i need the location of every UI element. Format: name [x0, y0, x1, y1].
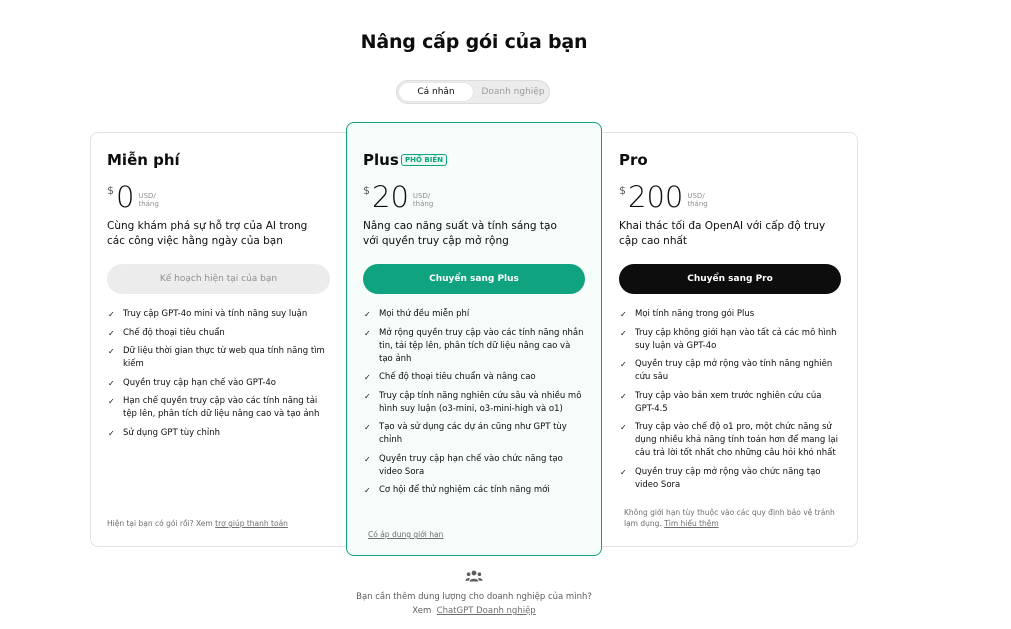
price-unit: USD/ tháng	[138, 192, 159, 208]
checkmark-icon: ✓	[364, 454, 371, 464]
feature-list	[619, 308, 841, 497]
feature-item: ✓ Tạo và sử dụng các dự án cũng như GPT tùy chỉnh	[364, 422, 567, 445]
plan-type-toggle	[396, 80, 550, 104]
tab-personal[interactable]: Cá nhân	[399, 83, 473, 101]
feature-item: ✓ Quyền truy cập hạn chế vào chức năng tạo video Sora	[364, 453, 563, 477]
feature-item: ✓ Mở rộng quyền truy cập vào các tính năng nhắn tin, tải tệp lên, phân tích dữ liệu nâng cao và tạo ảnh	[364, 327, 584, 364]
checkmark-icon: ✓	[108, 347, 115, 356]
checkmark-icon: ✓	[620, 467, 627, 477]
feature-item: ✓ Mọi thứ đều miễn phí	[364, 309, 470, 319]
feature-item: ✓ Truy cập không giới hạn vào tất cả các mô hình suy luận và GPT-4o	[620, 327, 837, 351]
currency-symbol: $	[619, 184, 626, 197]
currency-symbol: $	[107, 184, 114, 197]
checkmark-icon: ✓	[620, 360, 627, 369]
price-amount: 20	[372, 180, 409, 214]
checkmark-icon: ✓	[108, 310, 115, 319]
plan-name: Miễn phí	[107, 151, 180, 169]
feature-item: ✓ Truy cập GPT-4o mini và tính năng suy luận	[108, 309, 308, 319]
plan-footer: Hiện tại bạn có gói rồi? Xem trợ giúp thanh toán	[107, 519, 288, 528]
checkmark-icon: ✓	[364, 423, 371, 432]
people-group-icon	[465, 570, 483, 582]
price-amount: 0	[116, 180, 135, 214]
plan-name: Plus	[363, 151, 399, 169]
checkmark-icon: ✓	[364, 486, 371, 495]
enterprise-link[interactable]: ChatGPT Doanh nghiệp	[436, 606, 536, 616]
feature-item: ✓ Dữ liệu thời gian thực từ web qua tính năng tìm kiếm	[108, 346, 325, 369]
checkmark-icon: ✓	[620, 310, 627, 319]
checkmark-icon: ✓	[364, 310, 371, 319]
enterprise-question: Bạn cần thêm dung lượng cho doanh nghiệp của mình?	[356, 592, 592, 602]
feature-item: ✓ Sử dụng GPT tùy chỉnh	[108, 427, 221, 438]
plan-price	[363, 182, 433, 212]
checkmark-icon: ✓	[364, 373, 371, 382]
feature-list	[363, 308, 585, 503]
checkmark-icon: ✓	[620, 328, 627, 338]
plan-price	[107, 182, 159, 212]
feature-item: ✓ Chế độ thoại tiêu chuẩn	[108, 327, 225, 338]
upgrade-plus-button[interactable]: Chuyển sang Plus	[363, 264, 585, 294]
plan-description: Khai thác tối đa OpenAI với cấp độ truy cập cao nhất	[619, 220, 826, 247]
enterprise-line: Xem ChatGPT Doanh nghiệp	[412, 606, 536, 616]
price-amount: 200	[628, 180, 684, 214]
plan-footer	[368, 529, 443, 540]
feature-item: ✓ Quyền truy cập mở rộng vào tính năng nghiên cứu sâu	[620, 359, 833, 382]
plan-footer: Không giới hạn tùy thuộc vào các quy định bảo vệ tránh lạm dụng. Tìm hiểu thêm	[624, 508, 835, 528]
currency-symbol: $	[363, 184, 370, 197]
feature-item: ✓ Quyền truy cập hạn chế vào GPT-4o	[108, 377, 276, 388]
checkmark-icon: ✓	[620, 391, 627, 401]
checkmark-icon: ✓	[108, 378, 115, 388]
limits-apply-link[interactable]: Có áp dụng giới hạn	[368, 530, 444, 539]
price-unit: USD/ tháng	[687, 192, 708, 208]
plan-description: Cùng khám phá sự hỗ trợ của AI trong các công việc hằng ngày của bạn	[107, 220, 308, 247]
feature-item: ✓ Chế độ thoại tiêu chuẩn và nâng cao	[364, 372, 536, 382]
popular-badge: PHỔ BIẾN	[401, 154, 447, 166]
plan-description: Nâng cao năng suất và tính sáng tạo với quyền truy cập mở rộng	[363, 220, 557, 247]
feature-item: ✓ Quyền truy cập mở rộng vào chức năng tạo video Sora	[620, 466, 821, 490]
checkmark-icon: ✓	[108, 328, 115, 338]
feature-item: ✓ Truy cập vào bản xem trước nghiên cứu của GPT-4.5	[620, 390, 822, 414]
checkmark-icon: ✓	[364, 391, 371, 401]
price-unit: USD/ tháng	[412, 192, 434, 208]
checkmark-icon: ✓	[620, 423, 627, 432]
billing-help-link[interactable]: trợ giúp thanh toán	[215, 519, 288, 528]
feature-item: ✓ Truy cập vào chế độ o1 pro, một chức năng sử dụng nhiều khả năng tính toán hơn để mang lại câu trả lời tốt nhất cho những câu hỏi khó nhất	[620, 422, 838, 458]
feature-item: ✓ Cơ hội để thử nghiệm các tính năng mới	[364, 485, 550, 495]
feature-item: ✓ Hạn chế quyền truy cập vào các tính năng tải tệp lên, phân tích dữ liệu nâng cao và tạo ảnh	[108, 396, 320, 419]
learn-more-link[interactable]: Tìm hiểu thêm	[664, 519, 719, 528]
feature-list	[107, 308, 332, 445]
feature-item: ✓ Truy cập tính năng nghiên cứu sâu và nhiều mô hình suy luận (o3-mini, o3-mini-high và o1)	[364, 390, 582, 414]
upgrade-pro-button[interactable]: Chuyển sang Pro	[619, 264, 841, 294]
enterprise-section	[300, 590, 648, 618]
tab-business[interactable]: Doanh nghiệp	[481, 87, 545, 97]
feature-item: ✓ Mọi tính năng trong gói Plus	[620, 309, 755, 319]
plan-name: Pro	[619, 151, 648, 169]
page-title: Nâng cấp gói của bạn	[360, 31, 588, 53]
checkmark-icon: ✓	[108, 397, 115, 406]
plan-price	[619, 182, 708, 212]
checkmark-icon: ✓	[364, 328, 371, 338]
checkmark-icon: ✓	[108, 428, 115, 438]
current-plan-button: Kế hoạch hiện tại của bạn	[107, 264, 330, 294]
